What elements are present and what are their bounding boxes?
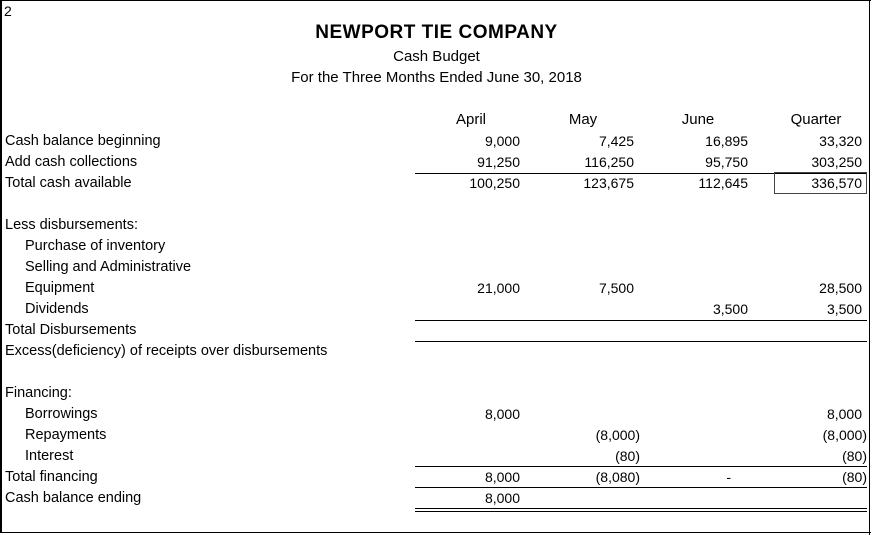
cell-value[interactable]: 8,000	[484, 469, 520, 485]
row-label-cash-beginning: Cash balance beginning	[5, 133, 161, 149]
cell-value[interactable]: 8,000	[484, 406, 520, 422]
column-header-april: April	[455, 111, 486, 128]
column-header-june: June	[681, 111, 715, 128]
cell-value[interactable]: 303,250	[811, 154, 862, 170]
cell-value[interactable]: 7,425	[598, 133, 634, 149]
row-label-borrowings: Borrowings	[25, 406, 98, 422]
cell-value[interactable]: 123,675	[583, 175, 634, 191]
report-title: Cash Budget	[393, 48, 480, 65]
column-header-may: May	[568, 111, 598, 128]
cell-value[interactable]: (8,000)	[595, 427, 640, 443]
cell-value[interactable]: 28,500	[819, 280, 862, 296]
cell-value[interactable]: 91,250	[477, 154, 520, 170]
cell-value[interactable]: 95,750	[705, 154, 748, 170]
row-label-cash-collections: Add cash collections	[5, 154, 138, 170]
subtotal-rule	[415, 320, 867, 321]
cell-value[interactable]: (8,000)	[822, 427, 867, 443]
row-label-repayments: Repayments	[25, 427, 107, 443]
cell-value[interactable]: 16,895	[705, 133, 748, 149]
cell-value[interactable]: 7,500	[598, 280, 634, 296]
cell-value[interactable]: (80)	[842, 448, 867, 464]
row-label-total-available: Total cash available	[5, 175, 132, 191]
cell-value[interactable]: (8,080)	[595, 469, 640, 485]
report-period: For the Three Months Ended June 30, 2018	[291, 69, 582, 86]
cell-value[interactable]: 33,320	[819, 133, 862, 149]
cell-value[interactable]: 9,000	[484, 133, 520, 149]
row-label-purchase-inventory: Purchase of inventory	[25, 238, 166, 254]
cell-value[interactable]: 116,250	[584, 154, 634, 170]
cell-value[interactable]: 112,645	[698, 175, 748, 191]
cell-value[interactable]: 3,500	[712, 301, 748, 317]
cell-value[interactable]: 8,000	[484, 490, 520, 506]
cell-value[interactable]: 3,500	[826, 301, 862, 317]
selected-cell-outline	[774, 172, 867, 194]
double-underline-bottom	[415, 511, 867, 512]
row-label-financing: Financing:	[5, 385, 72, 401]
row-label-less-disbursements: Less disbursements:	[5, 217, 138, 233]
row-label-interest: Interest	[25, 448, 74, 464]
cell-value[interactable]: 336,570	[811, 175, 862, 191]
column-header-quarter: Quarter	[790, 111, 842, 128]
double-underline-top	[415, 508, 867, 509]
subtotal-rule	[415, 341, 867, 342]
row-label-excess: Excess(deficiency) of receipts over disbursements	[5, 343, 328, 359]
row-label-selling-admin: Selling and Administrative	[25, 259, 192, 275]
row-label-equipment: Equipment	[25, 280, 95, 296]
company-name: NEWPORT TIE COMPANY	[315, 22, 558, 43]
row-label-cash-ending: Cash balance ending	[5, 490, 142, 506]
row-label-dividends: Dividends	[25, 301, 89, 317]
cell-value[interactable]: 21,000	[477, 280, 520, 296]
cell-value[interactable]: 100,250	[469, 175, 520, 191]
cell-value[interactable]: (80)	[615, 448, 640, 464]
cell-value[interactable]: (80)	[842, 469, 867, 485]
cell-value[interactable]: -	[726, 469, 731, 485]
cell-reference[interactable]: 2	[4, 3, 12, 19]
row-label-total-disbursements: Total Disbursements	[5, 322, 137, 338]
subtotal-rule	[415, 466, 867, 467]
subtotal-rule	[415, 487, 867, 488]
cell-value[interactable]: 8,000	[826, 406, 862, 422]
row-label-total-financing: Total financing	[5, 469, 98, 485]
